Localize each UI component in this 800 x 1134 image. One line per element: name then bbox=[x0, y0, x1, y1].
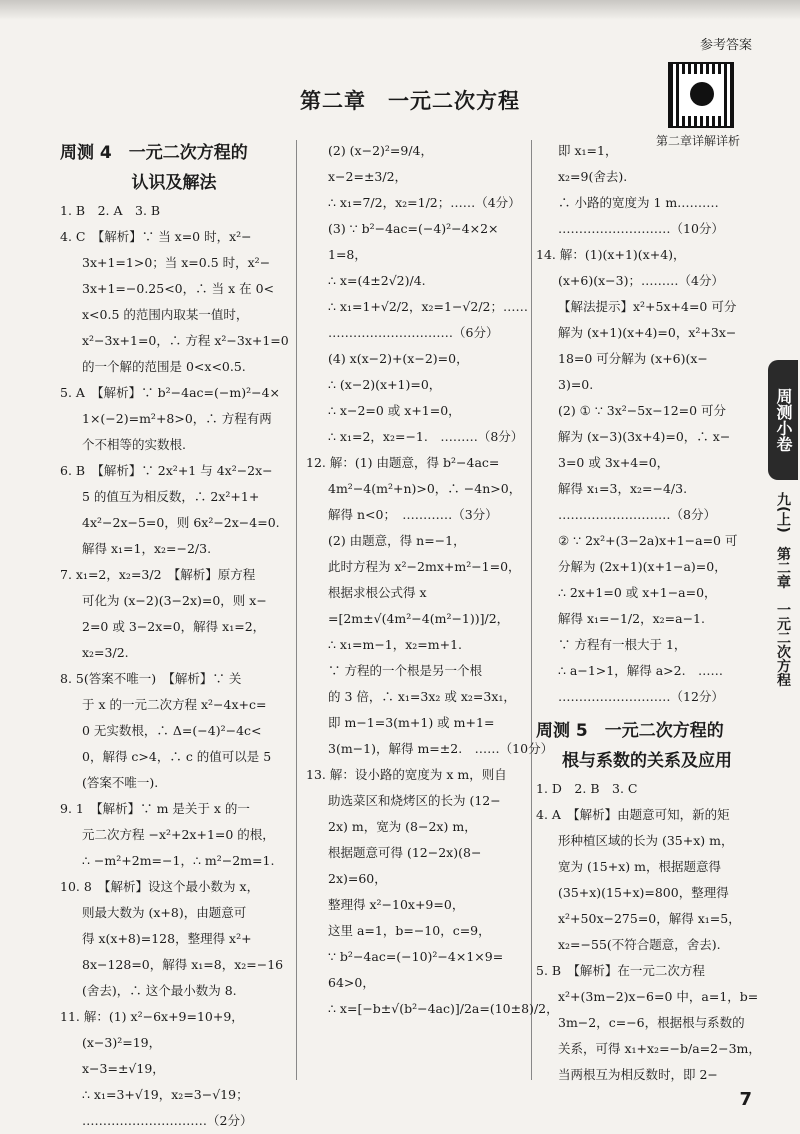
answer-line: 18=0 可分解为 (x+6)(x− bbox=[558, 351, 708, 366]
section-subtitle: 认识及解法 bbox=[131, 173, 217, 193]
answer-line: 3)=0. bbox=[558, 377, 594, 392]
answer-line: 这里 a=1，b=−10，c=9， bbox=[328, 923, 491, 938]
answer-line: ∴ x₁=m−1，x₂=m+1. bbox=[328, 637, 463, 652]
answer-line: x²+50x−275=0，解得 x₁=5， bbox=[558, 911, 741, 926]
answer-line: 4x²−2x−5=0，则 6x²−2x−4=0. bbox=[82, 515, 280, 530]
answer-line: (2) 由题意，得 n=−1， bbox=[328, 533, 466, 548]
answer-line: 0，解得 c>4，∴ c 的值可以是 5 bbox=[82, 749, 272, 764]
answer-line: ∵ 方程有一根大于 1， bbox=[558, 637, 687, 652]
answer-line: x²+(3m−2)x−6=0 中，a=1，b= bbox=[558, 989, 759, 1004]
answer-line: 9. 1 【解析】∵ m 是关于 x 的一 bbox=[60, 801, 250, 816]
answer-line: 则最大数为 (x+8)，由题意可 bbox=[82, 905, 247, 920]
answer-line: 5. A 【解析】∵ b²−4ac=(−m)²−4× bbox=[60, 385, 281, 400]
answer-line: 的一个解的范围是 0<x<0.5. bbox=[82, 359, 246, 374]
page-number: 7 bbox=[739, 1089, 752, 1110]
answer-line: (3) ∵ b²−4ac=(−4)²−4×2× bbox=[328, 221, 499, 236]
answer-column-1 bbox=[60, 138, 288, 1134]
answer-line: 3x+1=1>0；当 x=0.5 时，x²− bbox=[82, 255, 271, 270]
answer-line: 当两根互为相反数时，即 2− bbox=[558, 1067, 718, 1082]
answer-line: 2x) m，宽为 (8−2x) m， bbox=[328, 819, 477, 834]
answer-line: ∴ 小路的宽度为 1 m.……… bbox=[558, 195, 719, 210]
answer-line: 11. 解：(1) x²−6x+9=10+9， bbox=[60, 1009, 244, 1024]
answer-line: 1. D 2. B 3. C bbox=[536, 781, 638, 796]
section-subtitle: 根与系数的关系及应用 bbox=[562, 751, 732, 771]
answer-line: 解为 (x−3)(3x+4)=0，∴ x− bbox=[558, 429, 731, 444]
answer-line: 6. B 【解析】∵ 2x²+1 与 4x²−2x− bbox=[60, 463, 273, 478]
answer-line: 3m−2，c=−6，根据根与系数的 bbox=[558, 1015, 745, 1030]
section-title: 周测 5 一元二次方程的 bbox=[536, 721, 724, 741]
answer-line: 1×(−2)=m²+8>0，∴ 方程有两 bbox=[82, 411, 272, 426]
answer-line: 1. B 2. A 3. B bbox=[60, 203, 161, 218]
answer-line: 可化为 (x−2)(3−2x)=0，则 x− bbox=[82, 593, 267, 608]
qr-code-icon bbox=[668, 62, 734, 128]
answer-line: 关系，可得 x₁+x₂=−b/a=2−3m， bbox=[558, 1041, 761, 1056]
column-divider bbox=[296, 140, 297, 1080]
answer-line: ∴ x₁=2，x₂=−1. ………（8分） bbox=[328, 429, 524, 444]
answer-line: 的 3 倍，∴ x₁=3x₂ 或 x₂=3x₁， bbox=[328, 689, 516, 704]
answer-line: (35+x)(15+x)=800，整理得 bbox=[558, 885, 729, 900]
answer-line: 3(m−1)，解得 m=±2. ……（10分） bbox=[328, 741, 554, 756]
column-divider bbox=[531, 140, 532, 1080]
weekly-test-tab: 周测小卷 bbox=[768, 360, 798, 480]
answer-line: (2) ① ∵ 3x²−5x−12=0 可分 bbox=[558, 403, 727, 418]
answer-line: 12. 解：(1) 由题意，得 b²−4ac= bbox=[306, 455, 500, 470]
qr-caption: 第二章详解详析 bbox=[656, 134, 741, 148]
answer-line: 根据求根公式得 x bbox=[328, 585, 427, 600]
answer-line: 5. B 【解析】在一元二次方程 bbox=[536, 963, 705, 978]
answer-line: 5 的值互为相反数，∴ 2x²+1+ bbox=[82, 489, 260, 504]
answer-line: 64>0， bbox=[328, 975, 375, 990]
answer-line: x₂=3/2. bbox=[82, 645, 129, 660]
answer-line: (舍去)，∴ 这个最小数为 8. bbox=[82, 983, 237, 998]
answer-line: 解得 x₁=−1/2，x₂=a−1. bbox=[558, 611, 705, 626]
answer-line: 1=8， bbox=[328, 247, 367, 262]
answer-line: 解为 (x+1)(x+4)=0，x²+3x− bbox=[558, 325, 737, 340]
answer-line: x²−3x+1=0，∴ 方程 x²−3x+1=0 bbox=[82, 333, 289, 348]
section-title: 周测 4 一元二次方程的 bbox=[60, 143, 248, 163]
top-shadow bbox=[0, 0, 800, 20]
answer-line: (答案不唯一). bbox=[82, 775, 159, 790]
answer-line: 14. 解：(1)(x+1)(x+4)， bbox=[536, 247, 686, 262]
answer-line: x<0.5 的范围内取某一值时， bbox=[82, 307, 249, 322]
answer-line: 7. x₁=2，x₂=3/2 【解析】原方程 bbox=[60, 567, 256, 582]
answer-line: 4. C 【解析】∵ 当 x=0 时，x²− bbox=[60, 229, 252, 244]
answer-line: 0 无实数根，∴ Δ=(−4)²−4c< bbox=[82, 723, 262, 738]
answer-line: 8. 5(答案不唯一) 【解析】∵ 关 bbox=[60, 671, 242, 686]
answer-line: ………………………（8分） bbox=[558, 507, 716, 522]
answer-line: 解得 n<0； …………（3分） bbox=[328, 507, 498, 522]
answer-line: 3x+1=−0.25<0，∴ 当 x 在 0< bbox=[82, 281, 275, 296]
answer-line: ∴ x₁=7/2，x₂=1/2；……（4分） bbox=[328, 195, 521, 210]
answer-line: 分解为 (2x+1)(x+1−a)=0， bbox=[558, 559, 727, 574]
answer-line: x₂=−55(不符合题意，舍去). bbox=[558, 937, 721, 952]
side-chapter-label: 九(上) 第二章 一元二次方程 bbox=[775, 492, 791, 687]
answer-line: 根据题意可得 (12−2x)(8− bbox=[328, 845, 482, 860]
answer-line: (2) (x−2)²=9/4， bbox=[328, 143, 434, 158]
answer-line: 即 x₁=1， bbox=[558, 143, 618, 158]
answer-line: ………………………（10分） bbox=[558, 221, 724, 236]
answer-line: (4) x(x−2)+(x−2)=0， bbox=[328, 351, 469, 366]
answer-line: 得 x(x+8)=128，整理得 x²+ bbox=[82, 931, 252, 946]
answer-line: 解得 x₁=1，x₂=−2/3. bbox=[82, 541, 212, 556]
answer-line: ∵ 方程的一个根是另一个根 bbox=[328, 663, 482, 678]
answer-line: 宽为 (15+x) m，根据题意得 bbox=[558, 859, 721, 874]
chapter-title: 第二章 一元二次方程 bbox=[300, 89, 520, 113]
answer-line: x−3=±√19， bbox=[82, 1061, 165, 1076]
answer-line: ∴ −m²+2m=−1，∴ m²−2m=1. bbox=[82, 853, 275, 868]
answer-line: ∴ a−1>1，解得 a>2. …… bbox=[558, 663, 724, 678]
answer-line: 于 x 的一元二次方程 x²−4x+c= bbox=[82, 697, 267, 712]
answer-line: ∴ x=[−b±√(b²−4ac)]/2a=(10±8)/2， bbox=[328, 1001, 559, 1016]
answer-line: 元二次方程 −x²+2x+1=0 的根， bbox=[82, 827, 275, 842]
answer-line: x−2=±3/2， bbox=[328, 169, 408, 184]
answer-line: (x+6)(x−3)；………（4分） bbox=[558, 273, 724, 288]
answer-line: ∴ x₁=1+√2/2，x₂=1−√2/2；…… bbox=[328, 299, 529, 314]
answer-line: 13. 解：设小路的宽度为 x m，则自 bbox=[306, 767, 507, 782]
answer-line: 个不相等的实数根. bbox=[82, 437, 186, 452]
answer-line: 4. A 【解析】由题意可知，新的矩 bbox=[536, 807, 730, 822]
answer-line: 【解法提示】x²+5x+4=0 可分 bbox=[558, 299, 737, 314]
answer-column-3 bbox=[536, 138, 761, 1088]
answer-line: ………………………（12分） bbox=[558, 689, 724, 704]
answer-line: 4m²−4(m²+n)>0，∴ −4n>0， bbox=[328, 481, 522, 496]
answer-line: ∴ 2x+1=0 或 x+1−a=0， bbox=[558, 585, 717, 600]
answer-line: ② ∵ 2x²+(3−2a)x+1−a=0 可 bbox=[558, 533, 738, 548]
answer-line: …………………………（2分） bbox=[82, 1113, 253, 1128]
answer-line: 即 m−1=3(m+1) 或 m+1= bbox=[328, 715, 495, 730]
answer-line: 2x)=60， bbox=[328, 871, 387, 886]
answer-line: (x−3)²=19， bbox=[82, 1035, 162, 1050]
answer-line: 此时方程为 x²−2mx+m²−1=0， bbox=[328, 559, 521, 574]
header-label: 参考答案 bbox=[699, 38, 752, 53]
answer-line: =[2m±√(4m²−4(m²−1))]/2， bbox=[328, 611, 510, 626]
answer-line: 解得 x₁=3，x₂=−4/3. bbox=[558, 481, 688, 496]
answer-line: 3=0 或 3x+4=0， bbox=[558, 455, 670, 470]
answer-line: ∴ x=(4±2√2)/4. bbox=[328, 273, 426, 288]
answer-line: …………………………（6分） bbox=[328, 325, 499, 340]
answer-line: 助选菜区和烧烤区的长为 (12− bbox=[328, 793, 501, 808]
answer-line: ∴ (x−2)(x+1)=0， bbox=[328, 377, 442, 392]
answer-line: 整理得 x²−10x+9=0， bbox=[328, 897, 465, 912]
answer-line: 形种植区域的长为 (35+x) m， bbox=[558, 833, 734, 848]
answer-line: 8x−128=0，解得 x₁=8，x₂=−16 bbox=[82, 957, 284, 972]
answer-line: ∵ b²−4ac=(−10)²−4×1×9= bbox=[328, 949, 504, 964]
answer-column-2 bbox=[306, 138, 559, 1022]
answer-line: ∴ x₁=3+√19，x₂=3−√19； bbox=[82, 1087, 249, 1102]
answer-line: ∴ x−2=0 或 x+1=0， bbox=[328, 403, 461, 418]
answer-line: 2=0 或 3−2x=0，解得 x₁=2， bbox=[82, 619, 266, 634]
answer-line: x₂=9(舍去). bbox=[558, 169, 628, 184]
answer-line: 10. 8 【解析】设这个最小数为 x， bbox=[60, 879, 260, 894]
